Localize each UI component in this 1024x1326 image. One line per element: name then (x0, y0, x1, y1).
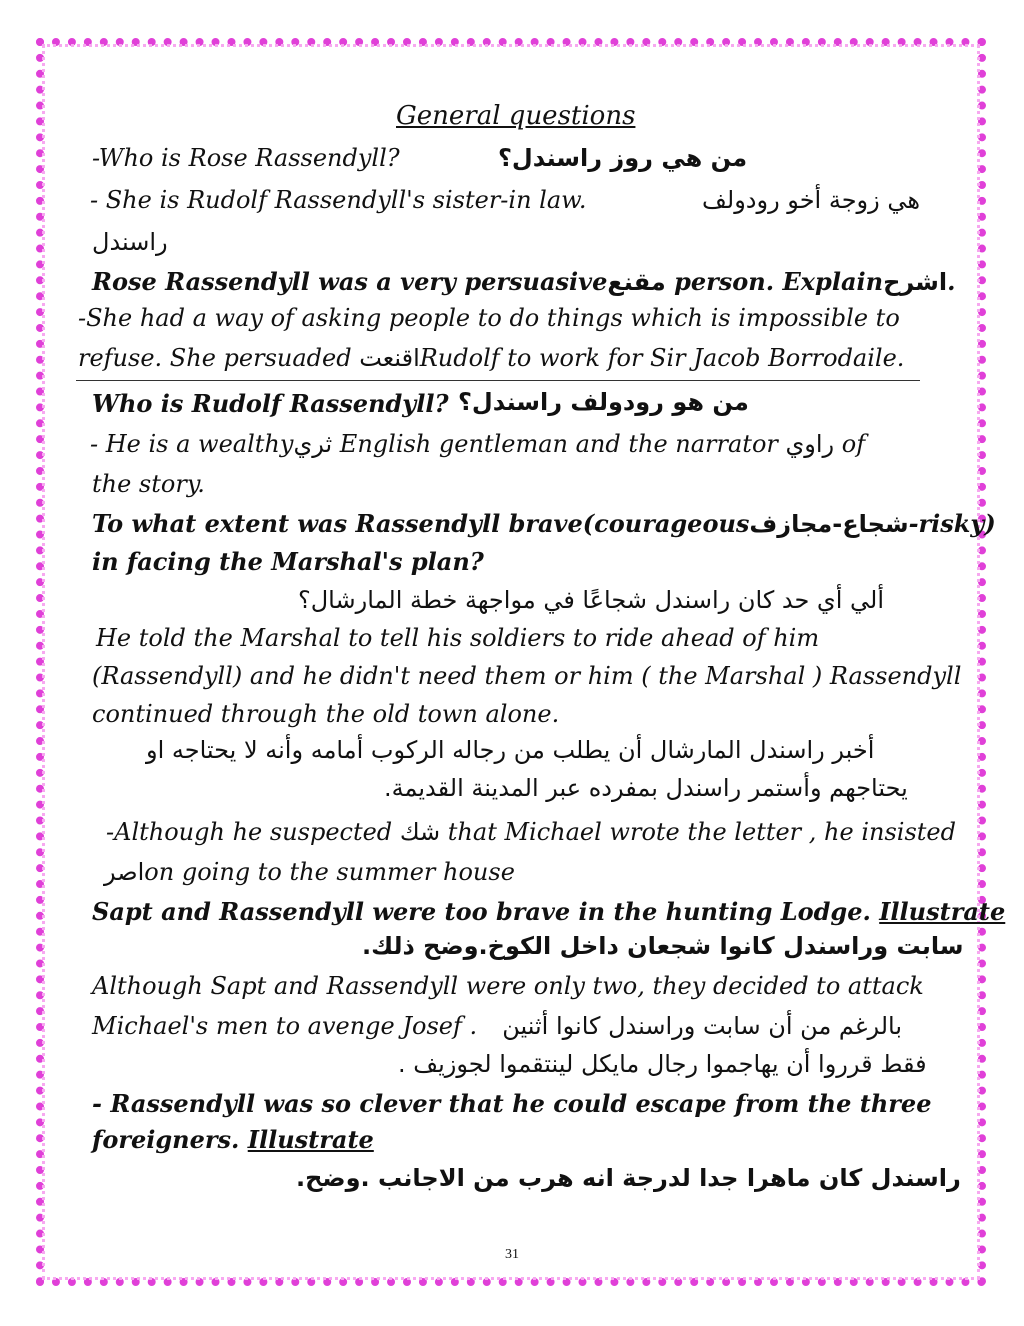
question-brave-ar: ألي أي حد كان راسندل شجاعًا في مواجهة خطة المارشال؟ (298, 586, 884, 614)
answer-rudolf-1c: of (834, 430, 866, 458)
question-clever-ar: راسندل كان ماهرا جدا لدرجة انه هرب من الاجانب .وضح. (296, 1164, 961, 1192)
answer-brave-4 (106, 816, 956, 848)
answer-brave-5-ar: اصر (104, 858, 145, 886)
answer-persuasive-2 (78, 342, 904, 374)
question-clever-1: - Rassendyll was so clever that he could escape from the three (92, 1089, 932, 1118)
answer-rose-en: - She is Rudolf Rassendyll's sister-in law. (90, 186, 587, 214)
answer-lodge-2-en: Michael's men to avenge Josef . (92, 1012, 478, 1040)
question-rose: -Who is Rose Rassendyll? (92, 144, 400, 172)
question-rose-ar: من هي روز راسندل؟ (498, 144, 748, 172)
question-clever-2 (92, 1124, 374, 1156)
page-number: 31 (505, 1247, 519, 1262)
question-persuasive-ar-b: اشرح (883, 268, 948, 296)
answer-brave-4-ar: شك (399, 818, 441, 846)
answer-rudolf-2: the story. (92, 470, 205, 498)
answer-lodge-ar-3: فقط قرروا أن يهاجموا رجال مايكل لينتقموا لجوزيف . (398, 1050, 927, 1078)
answer-brave-5 (104, 856, 515, 888)
answer-persuasive-1: -She had a way of asking people to do things which is impossible to (78, 304, 900, 332)
answer-persuasive-2b: Rudolf to work for Sir Jacob Borrodaile. (419, 344, 905, 372)
answer-brave-1: He told the Marshal to tell his soldiers to ride ahead of him (96, 624, 820, 652)
answer-lodge-2 (92, 1010, 902, 1042)
answer-rudolf-1b: English gentleman and the narrator (332, 430, 786, 458)
answer-brave-ar-2: يحتاجهم وأستمر راسندل بمفرده عبر المدينة القديمة. (384, 774, 908, 802)
answer-rudolf-ar-1: ثري (293, 430, 333, 458)
question-lodge (92, 896, 1005, 928)
question-brave-2: in facing the Marshal's plan? (92, 547, 484, 576)
question-persuasive (92, 266, 956, 298)
answer-rose-ar: هي زوجة أخو رودولف (702, 186, 920, 214)
question-brave-ar-inline: شجاع-مجازف (749, 510, 909, 538)
answer-rudolf-ar-2: راوي (785, 430, 835, 458)
question-brave-1 (92, 508, 996, 540)
question-persuasive-text-c: . (947, 267, 956, 296)
question-lodge-ar: سابت وراسندل كانوا شجعان داخل الكوخ.وضح ذلك. (362, 932, 964, 960)
answer-rudolf-1 (90, 428, 865, 460)
answer-persuasive-2a: refuse. She persuaded (78, 344, 360, 372)
answer-rose (90, 184, 920, 216)
answer-brave-5-en: on going to the summer house (144, 858, 515, 886)
question-rudolf: Who is Rudolf Rassendyll? (92, 389, 449, 418)
question-persuasive-ar-a: مقنع (607, 268, 666, 296)
answer-persuasive-ar: اقنعت (359, 344, 420, 372)
answer-brave-4b: that Michael wrote the letter , he insisted (440, 818, 956, 846)
question-rudolf-ar: من هو رودولف راسندل؟ (458, 388, 749, 416)
page-title: General questions (396, 101, 636, 131)
question-clever-illustrate: Illustrate (247, 1125, 374, 1154)
answer-brave-2: (Rassendyll) and he didn't need them or him ( the Marshal ) Rassendyll (92, 662, 962, 690)
question-lodge-illustrate: Illustrate (879, 897, 1006, 926)
question-brave-1b: -risky) (908, 509, 996, 538)
question-lodge-text: Sapt and Rassendyll were too brave in the hunting Lodge. (92, 897, 880, 926)
question-clever-2a: foreigners. (92, 1125, 248, 1154)
question-brave-1a: To what extent was Rassendyll brave(courageous (92, 509, 750, 538)
answer-brave-3: continued through the old town alone. (92, 700, 560, 728)
answer-lodge-2-ar: بالرغم من أن سابت وراسندل كانوا أثنين (502, 1012, 902, 1040)
answer-lodge-1: Although Sapt and Rassendyll were only two, they decided to attack (92, 972, 924, 1000)
answer-brave-4a: -Although he suspected (106, 818, 400, 846)
answer-rudolf-1a: - He is a wealthy (90, 430, 294, 458)
question-persuasive-text-a: Rose Rassendyll was a very persuasive (92, 267, 608, 296)
question-persuasive-text-b: person. Explain (665, 267, 884, 296)
answer-rose-ar-2: راسندل (92, 228, 168, 256)
section-divider (76, 380, 920, 381)
answer-brave-ar-1: أخبر راسندل المارشال أن يطلب من رجاله الركوب أمامه وأنه لا يحتاجه او (146, 736, 875, 764)
